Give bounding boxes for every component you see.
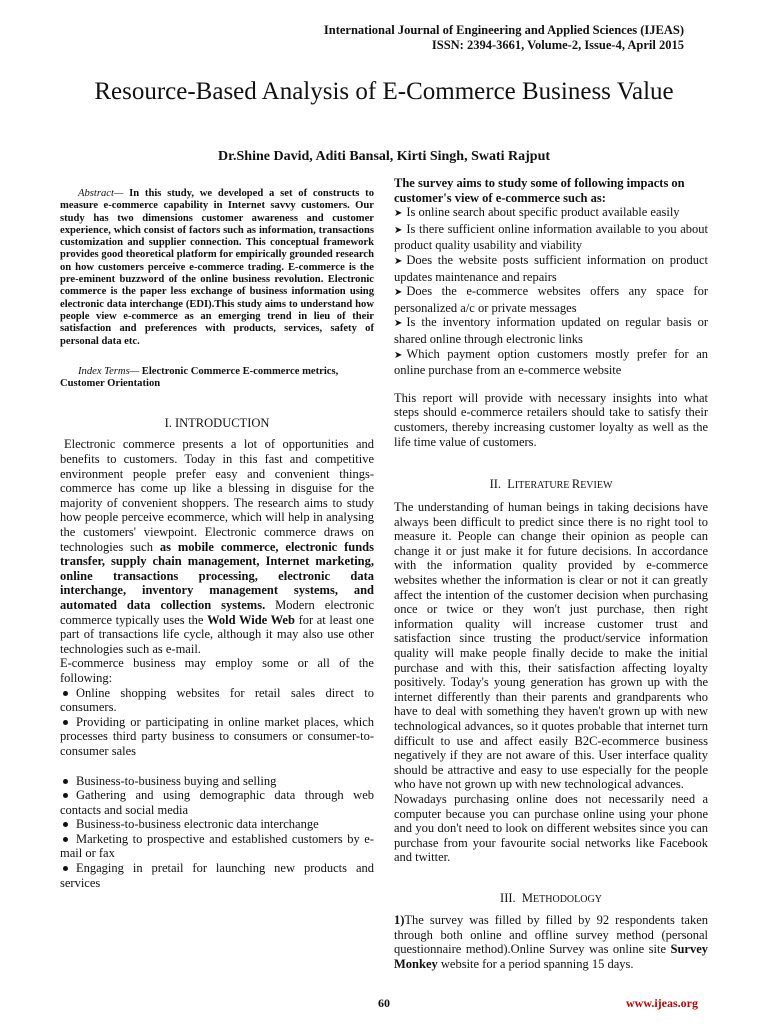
paper-authors: Dr.Shine David, Aditi Bansal, Kirti Singh, Swati Rajput — [217, 149, 551, 164]
page-number: 60 — [378, 996, 390, 1010]
methodology-text-c: website for a period spanning 15 days. — [437, 956, 634, 971]
intro-paragraph-2: E-commerce business may employ some or all of the following: — [60, 656, 374, 685]
abstract-lead: Abstract— — [78, 188, 124, 199]
list-item-text: Is the inventory information updated on regular basis or shared online through electronic links — [394, 315, 708, 346]
list-item — [60, 686, 374, 715]
survey-list — [394, 205, 708, 378]
journal-url-link[interactable]: www.ijeas.org — [626, 996, 698, 1010]
section-heading-literature-review — [394, 477, 708, 492]
arrowhead-bullet-icon: ➤ — [394, 318, 403, 330]
methodology-paragraph — [394, 913, 708, 971]
list-item-text: Is there sufficient online information available to you about product quality usability and viability — [394, 221, 708, 253]
abstract-text: In this study, we developed a set of constructs to measure e-commerce capability in Internet savvy customers. Our study has two dimensions customer awareness and customer experience, which consist of factors such as information, transactions customization and supplier connection. This conceptual framework provides good theoretical platform for empirically grounded research on how customers perceive e-commerce trading. E-commerce is the pre-eminent buzzword of the online business revolution. Electronic commerce is the paper less exchange of business information using electronic data interchange (EDI).This study aims to understand how people view e-commerce as an emerging trend in lieu of their satisfaction and preferences with products, services, safety of personal data etc. — [60, 188, 374, 347]
bullet-dot-icon — [63, 779, 68, 784]
list-item — [60, 817, 374, 832]
arrowhead-bullet-icon: ➤ — [394, 208, 403, 220]
index-terms-lead: Index Terms— — [78, 365, 140, 377]
list-item-text: Is online search about specific product available easily — [406, 205, 680, 220]
list-item — [60, 861, 374, 890]
list-item-text: Does the website posts sufficient information on product updates maintenance and repairs — [394, 252, 708, 284]
bullet-dot-icon — [63, 793, 68, 798]
list-item — [60, 832, 374, 861]
list-item — [394, 222, 708, 253]
paper-title: Resource-Based Analysis of E-Commerce Business Value — [94, 78, 674, 105]
intro-text-bold: as mobile commerce, electronic funds transfer, supply chain management, Internet marketing, online transactions processing, electronic data interchange, inventory management systems, and automated data collection systems. — [60, 539, 374, 612]
arrowhead-bullet-icon: ➤ — [394, 255, 403, 267]
list-item — [60, 715, 374, 759]
list-item-text: Engaging in pretail for launching new products and services — [60, 861, 374, 890]
abstract — [60, 188, 374, 348]
survey-report-paragraph: This report will provide with necessary insights into what steps should e-commerce retailers should take to satisfy their customers, thereby increasing customer loyalty as well as the life time value of customers. — [394, 390, 708, 449]
intro-text-www: Wold Wide Web — [207, 612, 295, 627]
literature-paragraph-1: The understanding of human beings in taking decisions have always been difficult to predict since there is no right tool to measure it. People can change their opinion as people can change it or just make it for future decisions. In accordance with the information quality provided by e-commerce websites whether the information is clear or not it can greatly affect the intention of the customer decision when purchasing once or twice or they won't just purchase, then right information quality will increase customer trust and satisfaction since trusting the product/service information quality will make people finally decide to make the initial purchase and with this, their satisfaction affecting loyalty positively. Today's young generation has grown up with the internet differently than their parents and grandparents who have to deal with something they haven't grown up with new technological advances, so it quotes probable that internet turn difficult to use and affect easily B2C-ecommerce business negatively if they are not aware of this. User interface quality should be attractive and easy to use especially for the people who have not grown up with new technological advances. — [394, 500, 708, 792]
section-heading-introduction: I. INTRODUCTION — [164, 416, 270, 431]
literature-paragraph-2: Nowadays purchasing online does not necessarily need a computer because you can purchase online using your phone and you don't need to look on different websites since you can purchase from your favourite social networks like Facebook and twitter. — [394, 791, 708, 865]
list-item-text: Does the e-commerce websites offers any space for personalized a/c or private messages — [394, 284, 708, 315]
heading-cap: M — [521, 890, 534, 905]
methodology-text-bold: Survey Monkey — [394, 942, 708, 971]
intro-paragraph — [60, 437, 374, 656]
list-item — [60, 774, 374, 789]
list-item-text: Marketing to prospective and established customers by e-mail or fax — [60, 831, 374, 861]
section-number: III. — [500, 890, 516, 905]
left-column — [60, 176, 374, 890]
list-item-text: Providing or participating in online market places, which processes third party business to consumers or consumer-to-consumer sales — [60, 714, 374, 758]
journal-header — [324, 23, 684, 53]
bullet-list-a — [60, 686, 374, 759]
heading-rest: ETHODOLOGY — [533, 893, 602, 905]
heading-rest: EVIEW — [580, 480, 613, 492]
list-item-text: Gathering and using demographic data through web contacts and social media — [60, 788, 374, 817]
list-item-text: Which payment option customers mostly prefer for an online purchase from an e-commerce website — [394, 346, 708, 378]
arrowhead-bullet-icon: ➤ — [394, 224, 403, 236]
methodology-item-number: 1) — [394, 912, 405, 927]
methodology-text-a: The survey was filled by filled by 92 respondents taken through both online and offline survey method (personal questionnaire method).Online Survey was online site — [394, 912, 708, 957]
right-column — [394, 176, 708, 971]
heading-cap: L — [507, 477, 515, 492]
list-item-text: Business-to-business electronic data interchange — [76, 817, 319, 832]
intro-text-a: Electronic commerce presents a lot of opportunities and benefits to customers. Today in this fast and competitive environment people prefer easy and convenient things-commerce has come up like a blessing in disguise for the majority of convenient shoppers. The research aims to study how people perceive ecommerce, which will help in analysing the customers' viewpoint. Electronic commerce draws on technologies such — [60, 437, 374, 554]
section-heading-methodology — [394, 891, 708, 906]
bullet-dot-icon — [63, 866, 68, 871]
bullet-list-b — [60, 774, 374, 891]
section-number: II. — [489, 477, 502, 492]
heading-rest: ITERATURE — [514, 480, 572, 492]
list-item — [60, 788, 374, 817]
bullet-dot-icon — [63, 720, 68, 725]
list-item — [394, 253, 708, 284]
arrowhead-bullet-icon: ➤ — [394, 287, 403, 299]
list-item-text: Online shopping websites for retail sales direct to consumers. — [60, 685, 374, 715]
intro-text-e: for at least one part of transactions life cycle, although it may also use other technologies such as e-mail. — [60, 612, 374, 656]
journal-issn: ISSN: 2394-3661, Volume-2, Issue-4, April 2015 — [431, 38, 684, 52]
heading-cap: R — [571, 477, 581, 492]
bullet-dot-icon — [63, 822, 68, 827]
survey-heading: The survey aims to study some of following impacts on customer's view of e-commerce such as: — [394, 176, 685, 205]
bullet-dot-icon — [63, 691, 68, 696]
index-terms-text: Electronic Commerce E-commerce metrics, Customer Orientation — [60, 365, 339, 390]
list-item — [394, 315, 708, 346]
journal-name: International Journal of Engineering and Applied Sciences (IJEAS) — [323, 23, 684, 37]
bullet-dot-icon — [63, 837, 68, 842]
list-item — [394, 205, 708, 222]
list-item — [394, 284, 708, 315]
arrowhead-bullet-icon: ➤ — [394, 349, 403, 361]
intro-text-c: Modern electronic commerce typically uses the — [60, 597, 374, 627]
list-item-text: Business-to-business buying and selling — [76, 773, 277, 788]
index-terms — [60, 366, 374, 391]
list-item — [394, 347, 708, 378]
